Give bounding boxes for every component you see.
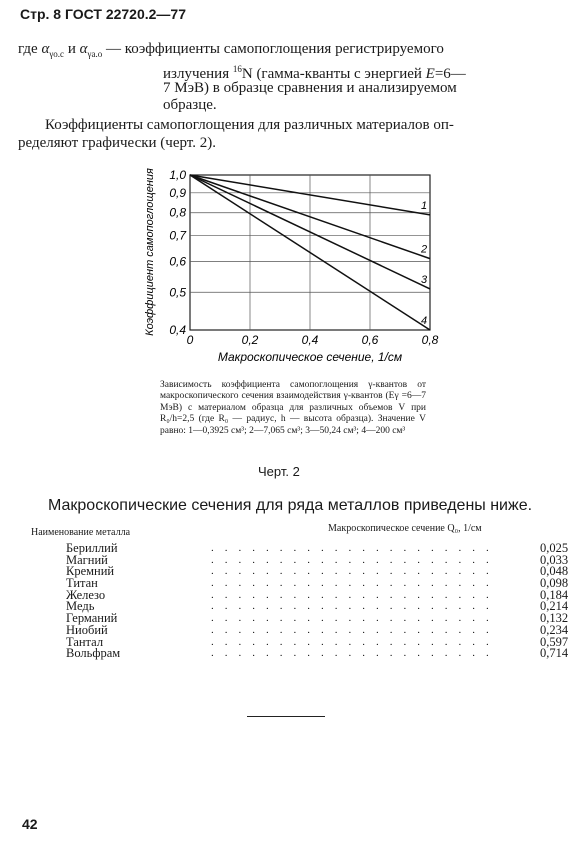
intro-conjunction: и: [67, 41, 76, 57]
intro-text-2a: излучения: [163, 66, 230, 82]
metal-value: 0,714: [540, 646, 568, 661]
para2-line-2: ределяют графически (черт. 2).: [18, 135, 216, 151]
y-tick-label: 1,0: [169, 168, 186, 182]
leader-dots: .....................: [211, 542, 500, 554]
intro-line-3: 7 МэВ) в образце сравнения и анализируемом: [163, 80, 457, 96]
x-tick-label: 0,2: [241, 333, 259, 347]
chart-svg: [140, 160, 450, 370]
leader-dots: .....................: [211, 647, 500, 660]
table-row: [66, 646, 568, 661]
metal-name: Вольфрам: [66, 646, 121, 661]
intro-line-4: образце.: [163, 97, 217, 113]
alpha-subscript-1: γо.с: [49, 49, 65, 59]
x-axis-label: Макроскопическое сечение, 1/см: [217, 350, 403, 364]
metal-name: Бериллий: [66, 541, 118, 555]
series-label: 2: [420, 243, 428, 256]
energy-variable: E: [425, 66, 435, 82]
y-axis-label: Коэффициент самопоглощения: [144, 168, 156, 336]
tick-layer: [169, 168, 438, 347]
y-tick-label: 0,4: [169, 323, 186, 337]
leader-dots: .....................: [211, 588, 500, 601]
metal-name: Ниобий: [66, 622, 108, 637]
metal-name: Германий: [66, 611, 118, 626]
y-tick-label: 0,8: [169, 205, 186, 220]
alpha-symbol-1: α: [41, 41, 50, 57]
metal-value: 0,048: [540, 564, 568, 579]
series-label: 4: [420, 315, 428, 327]
metal-value: 0,214: [540, 599, 568, 614]
metal-name: Железо: [66, 587, 106, 602]
isotope-symbol: N: [241, 66, 253, 82]
metal-value: 0,025: [540, 541, 568, 555]
x-tick-label: 0,8: [421, 333, 439, 347]
figure-caption: Зависимость коэффициента самопоглощения γ-квантов от макроскопического сечения взаимодействия γ-квантов (Eγ =6—7 МэВ) с материалом образца для различных объемов V при R₀/h=2,5 (где R₀ — радиус, h — высота образца). Значение V равно: 1—0,3925 см³; 2—7,065 см³; 3—50,24 см³; 4—200 см³: [160, 380, 426, 436]
metal-value: 0,033: [540, 552, 568, 567]
leader-dots: .....................: [211, 565, 500, 578]
metal-value: 0,132: [540, 611, 568, 626]
intro-text-2b: (гамма-кванты с энергией: [256, 66, 422, 82]
metal-value: 0,098: [540, 576, 568, 591]
chart: [140, 160, 450, 375]
metal-name: Титан: [66, 576, 98, 591]
leader-dots: .....................: [211, 600, 500, 613]
metal-value: 0,597: [540, 634, 568, 649]
alpha-subscript-2: γа.о: [87, 49, 103, 59]
intro-text-2c: =6—: [434, 66, 466, 82]
alpha-symbol-2: α: [79, 41, 88, 57]
metal-value: 0,234: [540, 622, 568, 637]
x-tick-label: 0,4: [301, 333, 319, 347]
page-number: 42: [22, 816, 38, 832]
intro-text-1: коэффициенты самопоглощения регистрируемого: [124, 41, 444, 57]
metal-value: 0,184: [540, 587, 568, 602]
leader-dots: .....................: [211, 577, 500, 590]
isotope-mass: 16: [232, 64, 242, 74]
separator-rule: [247, 716, 325, 717]
series-label: 1: [420, 199, 428, 212]
metal-name: Кремний: [66, 564, 115, 579]
metal-name: Тантал: [66, 634, 104, 649]
intro-lead: где: [18, 41, 38, 57]
series-label: 3: [420, 273, 428, 286]
para2-line-1: Коэффициенты самопоглощения для различных материалов оп-: [45, 117, 454, 133]
leader-dots: .....................: [211, 612, 500, 625]
table-row: [66, 576, 568, 591]
table-header-name: Наименование металла: [31, 527, 131, 538]
metal-name: Медь: [66, 599, 95, 614]
leader-dots: .....................: [211, 635, 500, 648]
x-tick-label: 0,6: [361, 333, 379, 347]
page-header: Стр. 8 ГОСТ 22720.2—77: [20, 6, 186, 22]
y-tick-label: 0,6: [169, 254, 186, 269]
y-tick-label: 0,9: [169, 185, 186, 200]
table-header-value: Макроскопическое сечение Q₀, 1/см: [328, 523, 482, 534]
leader-dots: .....................: [211, 623, 500, 636]
table-row: [66, 622, 568, 637]
leader-dots: .....................: [211, 553, 500, 566]
y-tick-label: 0,7: [169, 228, 186, 243]
intro-dash: —: [105, 41, 121, 57]
metal-name: Магний: [66, 552, 108, 567]
metals-table: [66, 541, 568, 661]
section-heading: Макроскопические сечения для ряда металлов приведены ниже.: [48, 497, 533, 514]
y-tick-label: 0,5: [169, 285, 186, 300]
table-row: [66, 541, 568, 555]
figure-number: Черт. 2: [258, 464, 300, 479]
x-tick-label: 0: [186, 333, 194, 347]
